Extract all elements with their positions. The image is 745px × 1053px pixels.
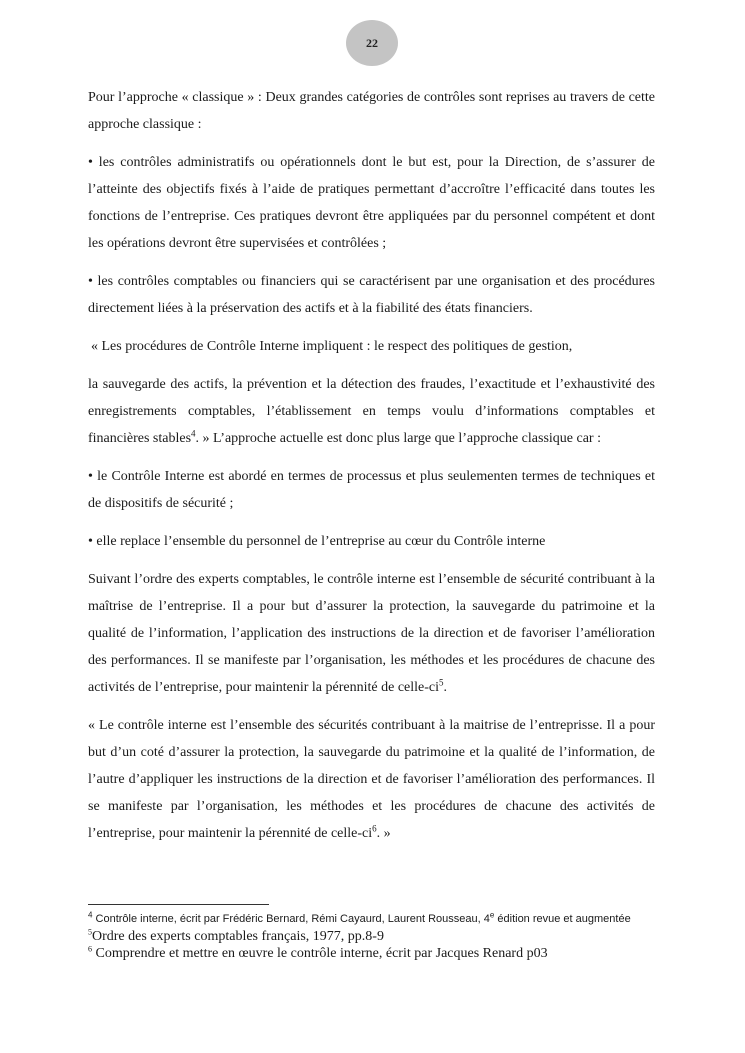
footnote-ref-4[interactable]: 4 [191, 428, 196, 439]
paragraph-text: . » L’approche actuelle est donc plus large que l’approche classique car : [195, 431, 601, 446]
footnote-ref-6[interactable]: 6 [372, 823, 377, 834]
paragraph-intro: Pour l’approche « classique » : Deux grandes catégories de contrôles sont reprises au travers de cette approche classique : [88, 90, 655, 132]
paragraph-quote-definition [88, 712, 655, 847]
footnote-text: édition revue et augmentée [494, 913, 631, 925]
footnote-text: Comprendre et mettre en œuvre le contrôle interne, écrit par Jacques Renard p03 [92, 946, 548, 961]
paragraph-text: Suivant l’ordre des experts comptables, le contrôle interne est l’ensemble de sécurité contribuant à la maîtrise de l’entreprise. Il a pour but d’assurer la protection, la sauvegarde du patrimoine et la qualité de l’information, l’application des instructions de la direction et de favoriser l’amélioration des performances. Il se manifeste par l’organisation, les méthodes et les procédures de chacune des activités de l’entreprise, pour maintenir la pérennité de celle-ci [88, 572, 655, 695]
paragraph-bullet-process: • le Contrôle Interne est abordé en termes de processus et plus seulementen termes de techniques et de dispositifs de sécurité ; [88, 469, 655, 511]
paragraph-experts-definition [88, 566, 655, 701]
paragraph-quote-start: « Les procédures de Contrôle Interne impliquent : le respect des politiques de gestion, [91, 339, 573, 354]
footnote-number: 6 [88, 944, 92, 954]
footnote-number: 4 [88, 910, 93, 920]
footnotes [88, 904, 655, 962]
page-number-badge [346, 20, 398, 66]
footnote-ref-5[interactable]: 5 [439, 677, 444, 688]
paragraph-text: . [443, 680, 448, 695]
paragraph-text: . » [376, 826, 391, 841]
paragraph-text: la sauvegarde des actifs, la prévention et la détection des fraudes, l’exactitude et l’exhaustivité des enregistrements comptables, l’établissement en temps voulu d’informations comptables et financières stables [88, 377, 655, 446]
footnote-text: Contrôle interne, écrit par Frédéric Bernard, Rémi Cayaurd, Laurent Rousseau, 4 [92, 913, 490, 925]
paragraph-bullet-accounting: • les contrôles comptables ou financiers qui se caractérisent par une organisation et des procédures directement liées à la préservation des actifs et à la fiabilité des états financiers. [88, 274, 655, 316]
page-number: 22 [366, 35, 378, 50]
footnote-number: 5 [88, 927, 92, 937]
paragraph-text: « Le contrôle interne est l’ensemble des sécurités contribuant à la maitrise de l’entreprisse. Il a pour but d’un coté d’assurer la protection, la sauvegarde du patrimoine et la qualité de l’information, de l’autre d’appliquer les instructions de la direction et de favoriser l’amélioration des performances. Il se manifeste par l’organisation, les méthodes et les procédures de chacune des activités de l’entreprise, pour maintenir la pérennité de celle-ci [88, 718, 655, 841]
body-text [88, 84, 655, 858]
footnote-superscript: e [489, 910, 495, 920]
paragraph-bullet-administrative: • les contrôles administratifs ou opérationnels dont le but est, pour la Direction, de s’assurer de l’atteinte des objectifs fixés à l’aide de pratiques permettant d’accroître l’efficacité dans toutes les fonctions de l’entreprise. Ces pratiques devront être appliquées par du personnel compétent et dont les opérations devront être supervisées et contrôlées ; [88, 155, 655, 251]
paragraph-bullet-personnel: • elle replace l’ensemble du personnel de l’entreprise au cœur du Contrôle interne [88, 534, 546, 549]
footnote-6 [88, 945, 655, 962]
footnote-5 [88, 928, 655, 945]
footnote-divider [88, 904, 269, 905]
footnote-4 [88, 911, 655, 928]
paragraph-quote-continued [88, 371, 655, 452]
footnote-text: Ordre des experts comptables français, 1977, pp.8-9 [92, 929, 384, 944]
